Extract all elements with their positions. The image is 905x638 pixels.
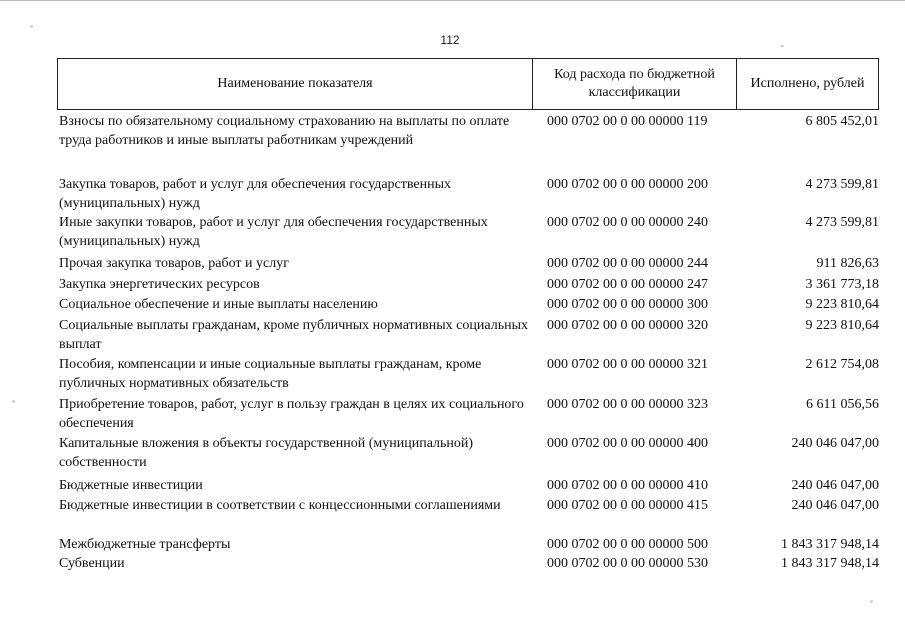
header-name: Наименование показателя: [58, 59, 533, 109]
header-executed: Исполнено, рублей: [750, 76, 865, 91]
row-code: 000 0702 00 0 00 00000 321: [547, 357, 708, 372]
row-amount: 4 273 599,81: [805, 215, 879, 230]
scan-speck: [870, 600, 873, 603]
row-name: Социальные выплаты гражданам, кроме публичных нормативных социальных выплат: [59, 318, 528, 352]
scan-speck: [30, 25, 33, 28]
row-name: Взносы по обязательному социальному страхованию на выплаты по оплате труда работников и иные выплаты работникам учреждений: [59, 114, 510, 148]
row-code: 000 0702 00 0 00 00000 300: [547, 297, 708, 312]
row-amount: 9 223 810,64: [805, 318, 879, 333]
row-name: Приобретение товаров, работ, услуг в пользу граждан в целях их социального обеспечения: [59, 397, 524, 431]
row-code: 000 0702 00 0 00 00000 119: [547, 114, 708, 129]
row-code: 000 0702 00 0 00 00000 320: [547, 318, 708, 333]
row-code: 000 0702 00 0 00 00000 410: [547, 478, 708, 493]
row-name: Закупка товаров, работ и услуг для обеспечения государственных (муниципальных) нужд: [59, 177, 452, 211]
row-code: 000 0702 00 0 00 00000 400: [547, 436, 708, 451]
row-code: 000 0702 00 0 00 00000 415: [547, 498, 708, 513]
row-amount: 6 611 056,56: [806, 397, 879, 412]
row-code: 000 0702 00 0 00 00000 500: [547, 537, 708, 552]
header-code: Код расхода по бюджетной классификации: [533, 59, 737, 109]
row-code: 000 0702 00 0 00 00000 244: [547, 256, 708, 271]
row-amount: 1 843 317 948,14: [781, 537, 879, 552]
row-amount: 4 273 599,81: [805, 177, 879, 192]
row-name: Социальное обеспечение и иные выплаты населению: [59, 297, 378, 312]
row-amount: 240 046 047,00: [791, 498, 879, 513]
row-name: Бюджетные инвестиции в соответствии с концессионными соглашениями: [59, 498, 501, 513]
row-code: 000 0702 00 0 00 00000 200: [547, 177, 708, 192]
row-amount: 240 046 047,00: [791, 436, 879, 451]
row-amount: 9 223 810,64: [805, 297, 879, 312]
row-name: Субвенции: [59, 556, 125, 571]
row-amount: 2 612 754,08: [805, 357, 879, 372]
row-amount: 240 046 047,00: [791, 478, 879, 493]
row-code: 000 0702 00 0 00 00000 323: [547, 397, 708, 412]
row-code: 000 0702 00 0 00 00000 530: [547, 556, 708, 571]
row-name: Капитальные вложения в объекты государственной (муниципальной) собственности: [59, 436, 474, 470]
row-name: Бюджетные инвестиции: [59, 478, 203, 493]
page-number: 112: [440, 33, 460, 47]
scan-edge: [0, 0, 905, 7]
row-amount: 911 826,63: [816, 256, 879, 271]
row-amount: 3 361 773,18: [805, 277, 879, 292]
row-name: Пособия, компенсации и иные социальные выплаты гражданам, кроме публичных нормативных обязательств: [59, 357, 482, 391]
row-name: Иные закупки товаров, работ и услуг для обеспечения государственных (муниципальных) нужд: [59, 215, 488, 249]
row-name: Прочая закупка товаров, работ и услуг: [59, 256, 289, 271]
scan-speck: [12, 400, 15, 403]
row-code: 000 0702 00 0 00 00000 247: [547, 277, 708, 292]
table-header: [57, 58, 879, 110]
scan-speck: [780, 45, 784, 47]
row-amount: 1 843 317 948,14: [781, 556, 879, 571]
row-code: 000 0702 00 0 00 00000 240: [547, 215, 708, 230]
row-amount: 6 805 452,01: [805, 114, 879, 129]
row-name: Межбюджетные трансферты: [59, 537, 231, 552]
row-name: Закупка энергетических ресурсов: [59, 277, 260, 292]
